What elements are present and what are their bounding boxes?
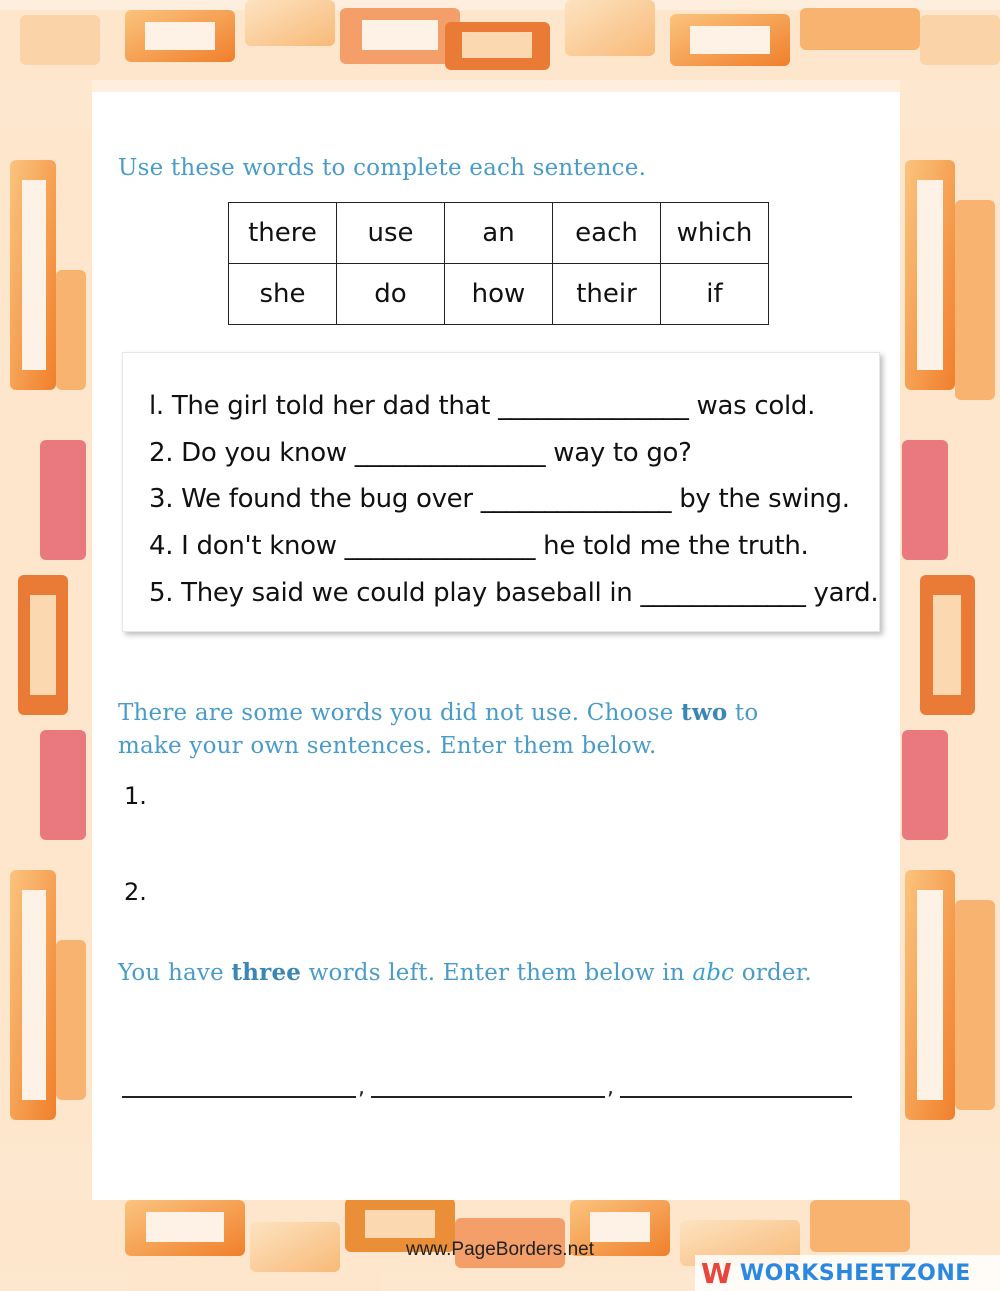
word-bank-cell: an	[445, 203, 553, 264]
sentence-item[interactable]: 3. We found the bug over _______________ by the swing.	[149, 484, 850, 515]
word-bank-cell: use	[337, 203, 445, 264]
comma-separator: ,	[358, 1075, 365, 1100]
instruction-own-sentences	[118, 696, 858, 763]
sentence-list	[123, 353, 879, 616]
instruction-abc: abc	[692, 960, 735, 986]
abc-answer-line-2[interactable]	[371, 1076, 605, 1098]
word-bank-row	[229, 264, 769, 325]
sentence-item[interactable]: 4. I don't know _______________ he told me the truth.	[149, 531, 809, 562]
abc-answer-line-1[interactable]	[122, 1076, 356, 1098]
word-bank-table	[228, 202, 769, 325]
instruction-complete-sentences	[118, 152, 646, 185]
instruction-text: to	[727, 700, 759, 726]
instruction-text: There are some words you did not use. Choose	[118, 700, 682, 726]
word-bank-cell: their	[553, 264, 661, 325]
instruction-text: make your own sentences. Enter them below.	[118, 733, 657, 759]
instruction-text: words left. Enter them below in	[301, 960, 693, 986]
comma-separator: ,	[607, 1075, 614, 1100]
instruction-abc-order	[118, 956, 878, 990]
word-bank-cell: if	[661, 264, 769, 325]
worksheetzone-logo	[695, 1255, 1000, 1291]
abc-answer-line-3[interactable]	[620, 1076, 852, 1098]
sentence-item[interactable]: 2. Do you know _______________ way to go?	[149, 437, 692, 468]
word-bank-cell: how	[445, 264, 553, 325]
instruction-text: You have	[118, 960, 232, 986]
footer-url: www.PageBorders.net	[406, 1239, 594, 1260]
own-sentence-label-1[interactable]: 1.	[124, 782, 147, 810]
worksheetzone-logo-text: WORKSHEETZONE	[739, 1260, 971, 1286]
word-bank-cell: she	[229, 264, 337, 325]
word-bank-cell: do	[337, 264, 445, 325]
instruction-emphasis: two	[681, 699, 728, 726]
instruction-emphasis: three	[231, 959, 302, 986]
instruction-text: order.	[734, 960, 812, 986]
word-bank-row	[229, 203, 769, 264]
fill-in-sentences-box	[122, 352, 880, 632]
instruction-text: Use these words to complete each sentence.	[118, 155, 647, 181]
word-bank-cell: which	[661, 203, 769, 264]
sentence-item[interactable]: 5. They said we could play baseball in _____________ yard.	[149, 577, 879, 608]
word-bank-cell: there	[229, 203, 337, 264]
own-sentence-label-2[interactable]: 2.	[124, 878, 147, 906]
abc-answer-lines	[122, 1068, 852, 1098]
word-bank-cell: each	[553, 203, 661, 264]
sentence-item[interactable]: l. The girl told her dad that _______________ was cold.	[149, 391, 816, 421]
worksheetzone-w-icon: W	[701, 1256, 732, 1290]
